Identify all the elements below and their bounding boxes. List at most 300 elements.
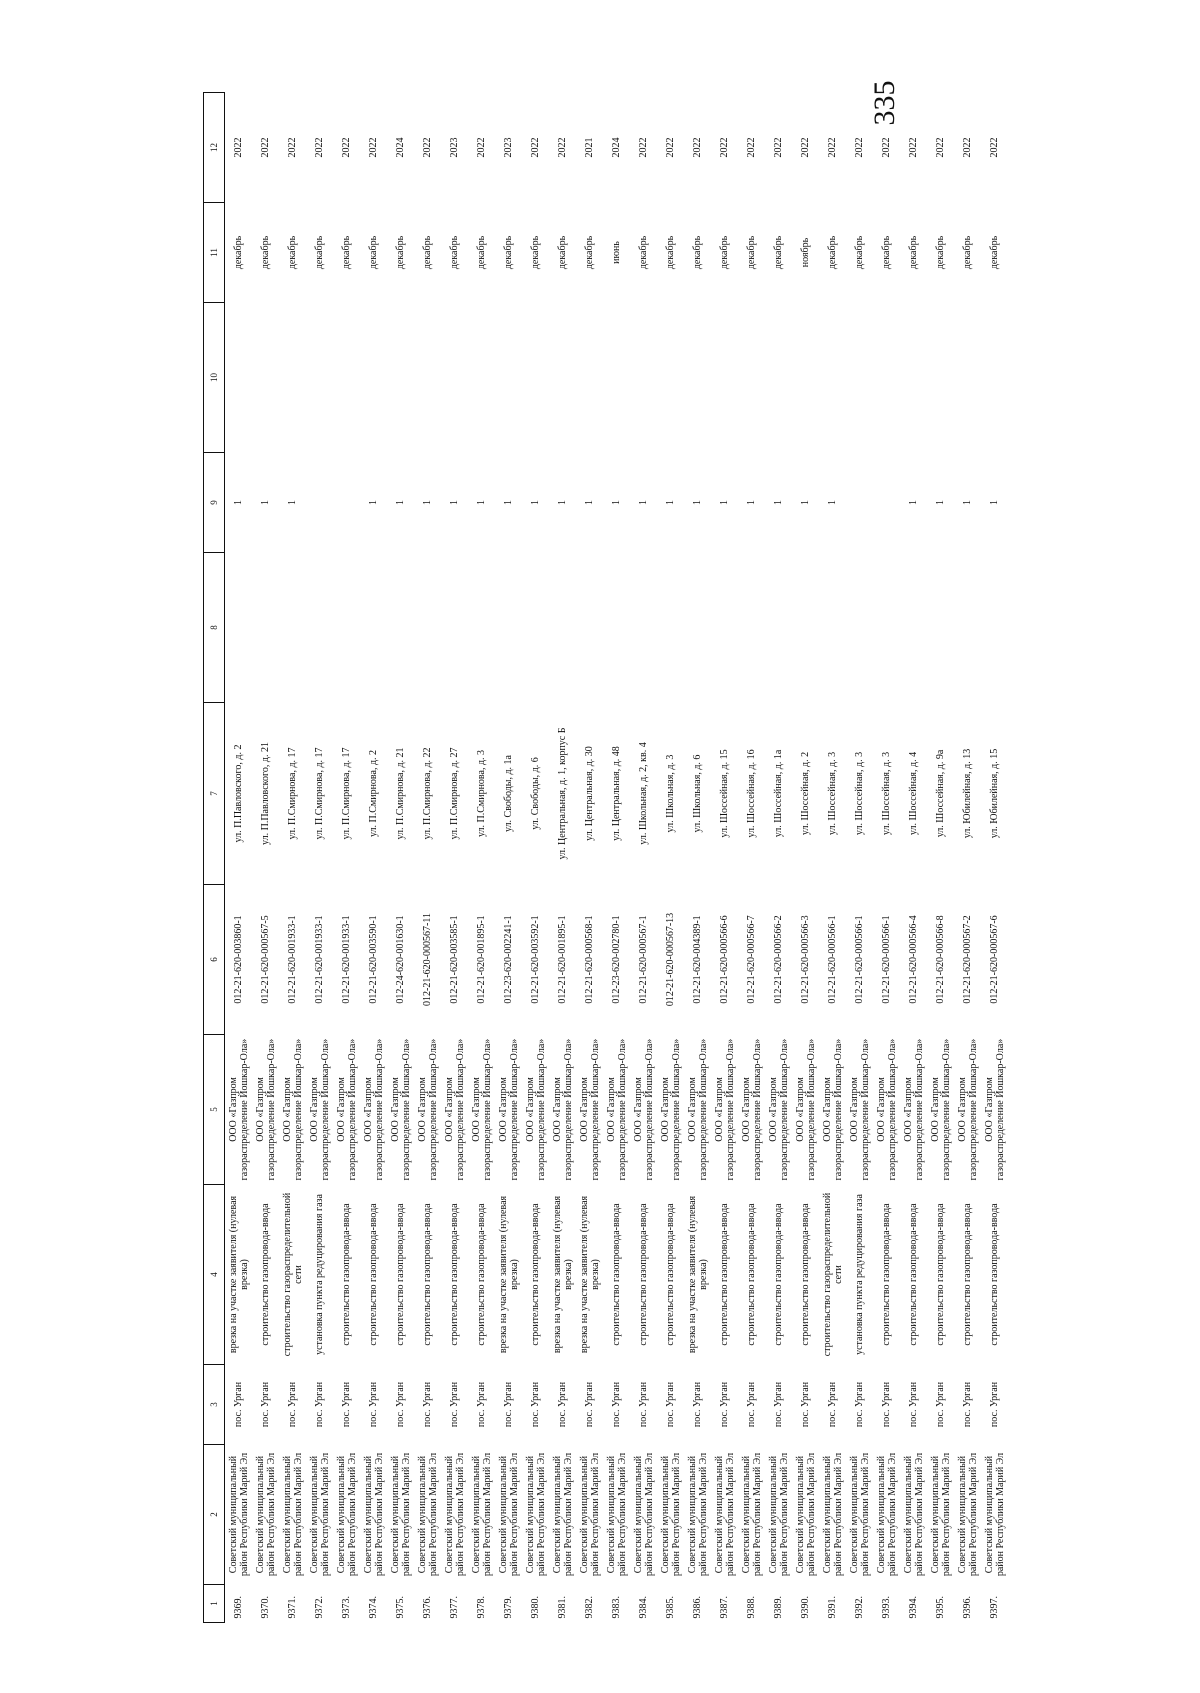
address-cell: ул. Шоссейная, д. 4 <box>908 751 919 836</box>
district-cell: Советский муниципальный район Республики Марий Эл <box>470 1452 493 1577</box>
district-cell: Советский муниципальный район Республики Марий Эл <box>713 1452 736 1577</box>
address-cell: ул. П.Смирнова, д. 2 <box>368 749 379 838</box>
year-cell: 2022 <box>719 137 730 158</box>
year-cell: 2022 <box>557 137 568 158</box>
district-cell: Советский муниципальный район Республики Марий Эл <box>632 1452 655 1577</box>
column-10-cell <box>900 303 927 453</box>
contract-code-cell: 012-21-620-004389-1 <box>692 915 703 1004</box>
quantity-cell: 1 <box>611 500 622 505</box>
column-8-cell <box>711 553 738 703</box>
contract-code-cell: 012-21-620-003860-1 <box>233 915 244 1004</box>
row-number: 9390. <box>800 1596 811 1619</box>
district-cell: Советский муниципальный район Республики Марий Эл <box>443 1452 466 1577</box>
row-number: 9397. <box>989 1596 1000 1619</box>
table-row <box>684 93 711 1623</box>
year-cell: 2023 <box>503 137 514 158</box>
column-10-cell <box>549 303 576 453</box>
column-10-cell <box>360 303 387 453</box>
column-10-cell <box>954 303 981 453</box>
settlement-cell: пос. Урган <box>611 1381 622 1428</box>
month-cell: декабрь <box>395 235 406 270</box>
settlement-cell: пос. Урган <box>503 1381 514 1428</box>
address-cell: ул. Юбилейная, д. 15 <box>989 748 1000 839</box>
district-cell: Советский муниципальный район Республики Марий Эл <box>983 1452 1006 1577</box>
address-cell: ул. П.Смирнова, д. 21 <box>395 747 406 840</box>
column-number-3: 3 <box>204 1365 225 1445</box>
organization-cell: ООО «Газпром газораспределение Йошкар-Ола» <box>983 1038 1006 1181</box>
year-cell: 2022 <box>422 137 433 158</box>
work-type-cell: строительство газораспределительной сети <box>281 1192 304 1357</box>
table-row <box>954 93 981 1623</box>
settlement-cell: пос. Урган <box>989 1381 1000 1428</box>
table-row <box>765 93 792 1623</box>
organization-cell: ООО «Газпром газораспределение Йошкар-Ола» <box>470 1038 493 1181</box>
settlement-cell: пос. Урган <box>800 1381 811 1428</box>
address-cell: ул. П.Смирнова, д. 17 <box>287 747 298 840</box>
quantity-cell: 1 <box>503 500 514 505</box>
address-cell: ул. Шоссейная, д. 15 <box>719 749 730 838</box>
work-type-cell: строительство газопровода-ввода <box>773 1203 784 1346</box>
month-cell: декабрь <box>503 235 514 270</box>
table-row <box>657 93 684 1623</box>
table-row <box>873 93 900 1623</box>
table-row <box>441 93 468 1623</box>
year-cell: 2022 <box>989 137 1000 158</box>
column-10-cell <box>387 303 414 453</box>
quantity-cell: 1 <box>476 500 487 505</box>
year-cell: 2022 <box>530 137 541 158</box>
address-cell: ул. Свободы, д. 6 <box>530 757 541 830</box>
work-type-cell: строительство газопровода-ввода <box>422 1203 433 1346</box>
district-cell: Советский муниципальный район Республики Марий Эл <box>254 1452 277 1577</box>
year-cell: 2022 <box>854 137 865 158</box>
contract-code-cell: 012-21-620-000566-1 <box>881 915 892 1004</box>
month-cell: декабрь <box>314 235 325 270</box>
year-cell: 2022 <box>476 137 487 158</box>
contract-code-cell: 012-23-620-002780-1 <box>611 915 622 1004</box>
row-number: 9380. <box>530 1596 541 1619</box>
column-10-cell <box>225 303 253 453</box>
organization-cell: ООО «Газпром газораспределение Йошкар-Ола» <box>578 1038 601 1181</box>
settlement-cell: пос. Урган <box>233 1381 244 1428</box>
row-number: 9388. <box>746 1596 757 1619</box>
district-cell: Советский муниципальный район Республики Марий Эл <box>686 1452 709 1577</box>
row-number: 9369. <box>233 1596 244 1619</box>
district-cell: Советский муниципальный район Республики Марий Эл <box>362 1452 385 1577</box>
district-cell: Советский муниципальный район Республики Марий Эл <box>551 1452 574 1577</box>
work-type-cell: строительство газопровода-ввода <box>719 1203 730 1346</box>
column-8-cell <box>684 553 711 703</box>
organization-cell: ООО «Газпром газораспределение Йошкар-Ола» <box>794 1038 817 1181</box>
address-cell: ул. Центральная, д. 30 <box>584 746 595 841</box>
column-8-cell <box>441 553 468 703</box>
address-cell: ул. П.Смирнова, д. 22 <box>422 747 433 840</box>
quantity-cell: 1 <box>422 500 433 505</box>
column-number-9: 9 <box>204 453 225 553</box>
month-cell: декабрь <box>287 235 298 270</box>
organization-cell: ООО «Газпром газораспределение Йошкар-Ола» <box>443 1038 466 1181</box>
work-type-cell: врезка на участке заявителя (нулевая врезка) <box>497 1195 520 1354</box>
table-row <box>819 93 846 1623</box>
quantity-cell <box>846 453 873 553</box>
row-number: 9387. <box>719 1596 730 1619</box>
row-number: 9385. <box>665 1596 676 1619</box>
quantity-cell: 1 <box>746 500 757 505</box>
row-number: 9373. <box>341 1596 352 1619</box>
row-number: 9389. <box>773 1596 784 1619</box>
month-cell: декабрь <box>773 235 784 270</box>
table-body <box>204 93 1009 1623</box>
column-8-cell <box>360 553 387 703</box>
row-number: 9392. <box>854 1596 865 1619</box>
column-8-cell <box>495 553 522 703</box>
row-number: 9372. <box>314 1596 325 1619</box>
quantity-cell: 1 <box>368 500 379 505</box>
organization-cell: ООО «Газпром газораспределение Йошкар-Ола» <box>605 1038 628 1181</box>
address-cell: ул. Шоссейная, д. 9а <box>935 749 946 838</box>
column-10-cell <box>927 303 954 453</box>
column-10-cell <box>522 303 549 453</box>
address-cell: ул. Юбилейная, д. 13 <box>962 748 973 839</box>
row-number: 9394. <box>908 1596 919 1619</box>
organization-cell: ООО «Газпром газораспределение Йошкар-Ола» <box>848 1038 871 1181</box>
contract-code-cell: 012-21-620-000567-2 <box>962 915 973 1004</box>
work-type-cell: строительство газопровода-ввода <box>989 1203 1000 1346</box>
work-type-cell: строительство газопровода-ввода <box>341 1203 352 1346</box>
work-type-cell: строительство газопровода-ввода <box>611 1203 622 1346</box>
quantity-cell <box>873 453 900 553</box>
district-cell: Советский муниципальный район Республики Марий Эл <box>821 1452 844 1577</box>
year-cell: 2022 <box>287 137 298 158</box>
year-cell: 2022 <box>665 137 676 158</box>
table-row <box>306 93 333 1623</box>
contract-code-cell: 012-21-620-003585-1 <box>449 915 460 1004</box>
column-10-cell <box>819 303 846 453</box>
table-row <box>981 93 1008 1623</box>
column-10-cell <box>630 303 657 453</box>
address-cell: ул. П.Смирнова, д. 17 <box>314 747 325 840</box>
year-cell: 2022 <box>233 137 244 158</box>
address-cell: ул. Шоссейная, д. 3 <box>827 751 838 836</box>
work-type-cell: строительство газораспределительной сети <box>821 1192 844 1357</box>
month-cell: декабрь <box>476 235 487 270</box>
row-number: 9378. <box>476 1596 487 1619</box>
row-number: 9382. <box>584 1596 595 1619</box>
quantity-cell: 1 <box>233 500 244 505</box>
settlement-cell: пос. Урган <box>476 1381 487 1428</box>
contract-code-cell: 012-21-620-001933-1 <box>341 915 352 1004</box>
work-type-cell: врезка на участке заявителя (нулевая врезка) <box>686 1195 709 1354</box>
column-8-cell <box>981 553 1008 703</box>
column-10-cell <box>468 303 495 453</box>
row-number: 9371. <box>287 1596 298 1619</box>
month-cell: декабрь <box>341 235 352 270</box>
district-cell: Советский муниципальный район Республики Марий Эл <box>767 1452 790 1577</box>
month-cell: декабрь <box>422 235 433 270</box>
work-type-cell: установка пункта редуцирования газа <box>314 1194 325 1355</box>
table-row <box>927 93 954 1623</box>
year-cell: 2022 <box>962 137 973 158</box>
month-cell: декабрь <box>881 235 892 270</box>
district-cell: Советский муниципальный район Республики Марий Эл <box>308 1452 331 1577</box>
work-type-cell: строительство газопровода-ввода <box>449 1203 460 1346</box>
organization-cell: ООО «Газпром газораспределение Йошкар-Ола» <box>227 1038 250 1181</box>
column-8-cell <box>873 553 900 703</box>
work-type-cell: строительство газопровода-ввода <box>881 1203 892 1346</box>
column-10-cell <box>657 303 684 453</box>
column-number-10: 10 <box>204 303 225 453</box>
settlement-cell: пос. Урган <box>341 1381 352 1428</box>
quantity-cell <box>306 453 333 553</box>
column-8-cell <box>657 553 684 703</box>
year-cell: 2022 <box>827 137 838 158</box>
column-number-5: 5 <box>204 1035 225 1185</box>
row-number: 9376. <box>422 1596 433 1619</box>
settlement-cell: пос. Урган <box>935 1381 946 1428</box>
year-cell: 2024 <box>611 137 622 158</box>
contract-code-cell: 012-23-620-002241-1 <box>503 915 514 1004</box>
contract-code-cell: 012-21-620-001895-1 <box>476 915 487 1004</box>
column-10-cell <box>738 303 765 453</box>
organization-cell: ООО «Газпром газораспределение Йошкар-Ола» <box>902 1038 925 1181</box>
table-row <box>846 93 873 1623</box>
column-8-cell <box>252 553 279 703</box>
contract-code-cell: 012-21-620-000567-6 <box>989 915 1000 1004</box>
contract-code-cell: 012-21-620-001933-1 <box>287 915 298 1004</box>
quantity-cell: 1 <box>962 500 973 505</box>
row-number: 9393. <box>881 1596 892 1619</box>
column-number-8: 8 <box>204 553 225 703</box>
work-type-cell: строительство газопровода-ввода <box>962 1203 973 1346</box>
month-cell: июнь <box>611 241 622 264</box>
work-type-cell: строительство газопровода-ввода <box>476 1203 487 1346</box>
month-cell: декабрь <box>908 235 919 270</box>
contract-code-cell: 012-21-620-000567-13 <box>665 912 676 1007</box>
column-8-cell <box>900 553 927 703</box>
settlement-cell: пос. Урган <box>746 1381 757 1428</box>
address-cell: ул. Шоссейная, д. 1а <box>773 749 784 838</box>
quantity-cell: 1 <box>665 500 676 505</box>
district-cell: Советский муниципальный район Республики Марий Эл <box>416 1452 439 1577</box>
month-cell: декабрь <box>719 235 730 270</box>
column-8-cell <box>576 553 603 703</box>
work-type-cell: строительство газопровода-ввода <box>260 1203 271 1346</box>
contract-code-cell: 012-21-620-000566-8 <box>935 915 946 1004</box>
table-row <box>630 93 657 1623</box>
settlement-cell: пос. Урган <box>638 1381 649 1428</box>
column-8-cell <box>792 553 819 703</box>
quantity-cell <box>333 453 360 553</box>
settlement-cell: пос. Урган <box>449 1381 460 1428</box>
table-row <box>414 93 441 1623</box>
organization-cell: ООО «Газпром газораспределение Йошкар-Ола» <box>821 1038 844 1181</box>
column-10-cell <box>306 303 333 453</box>
row-number: 9395. <box>935 1596 946 1619</box>
column-8-cell <box>603 553 630 703</box>
column-10-cell <box>765 303 792 453</box>
district-cell: Советский муниципальный район Республики Марий Эл <box>497 1452 520 1577</box>
work-type-cell: врезка на участке заявителя (нулевая врезка) <box>227 1195 250 1354</box>
settlement-cell: пос. Урган <box>962 1381 973 1428</box>
month-cell: декабрь <box>638 235 649 270</box>
contract-code-cell: 012-21-620-000567-11 <box>422 913 433 1006</box>
address-cell: ул. Школьная, д. 6 <box>692 754 703 833</box>
month-cell: ноябрь <box>800 237 811 268</box>
column-8-cell <box>954 553 981 703</box>
address-cell: ул. Центральная, д. 48 <box>611 746 622 841</box>
settlement-cell: пос. Урган <box>827 1381 838 1428</box>
district-cell: Советский муниципальный район Республики Марий Эл <box>524 1452 547 1577</box>
column-8-cell <box>522 553 549 703</box>
settlement-cell: пос. Урган <box>692 1381 703 1428</box>
column-10-cell <box>792 303 819 453</box>
month-cell: декабрь <box>827 235 838 270</box>
district-cell: Советский муниципальный район Республики Марий Эл <box>335 1452 358 1577</box>
settlement-cell: пос. Урган <box>395 1381 406 1428</box>
work-type-cell: строительство газопровода-ввода <box>908 1203 919 1346</box>
table-row <box>495 93 522 1623</box>
year-cell: 2022 <box>341 137 352 158</box>
table-row <box>603 93 630 1623</box>
month-cell: декабрь <box>665 235 676 270</box>
column-8-cell <box>819 553 846 703</box>
year-cell: 2022 <box>692 137 703 158</box>
work-type-cell: строительство газопровода-ввода <box>530 1203 541 1346</box>
column-number-4: 4 <box>204 1185 225 1365</box>
work-type-cell: строительство газопровода-ввода <box>368 1203 379 1346</box>
quantity-cell: 1 <box>908 500 919 505</box>
address-cell: ул. Шоссейная, д. 3 <box>854 751 865 836</box>
column-8-cell <box>765 553 792 703</box>
month-cell: декабрь <box>368 235 379 270</box>
table-row <box>468 93 495 1623</box>
work-type-cell: строительство газопровода-ввода <box>665 1203 676 1346</box>
district-cell: Советский муниципальный район Республики Марий Эл <box>578 1452 601 1577</box>
year-cell: 2022 <box>881 137 892 158</box>
work-type-cell: строительство газопровода-ввода <box>638 1203 649 1346</box>
table-row <box>549 93 576 1623</box>
year-cell: 2022 <box>260 137 271 158</box>
month-cell: декабрь <box>530 235 541 270</box>
row-number: 9384. <box>638 1596 649 1619</box>
work-type-cell: врезка на участке заявителя (нулевая врезка) <box>578 1195 601 1354</box>
contract-code-cell: 012-21-620-003592-1 <box>530 915 541 1004</box>
contract-code-cell: 012-21-620-003590-1 <box>368 915 379 1004</box>
organization-cell: ООО «Газпром газораспределение Йошкар-Ола» <box>956 1038 979 1181</box>
table-row <box>333 93 360 1623</box>
contract-code-cell: 012-21-620-000568-1 <box>584 915 595 1004</box>
column-number-2: 2 <box>204 1445 225 1585</box>
year-cell: 2022 <box>800 137 811 158</box>
district-cell: Советский муниципальный район Республики Марий Эл <box>227 1452 250 1577</box>
organization-cell: ООО «Газпром газораспределение Йошкар-Ола» <box>281 1038 304 1181</box>
work-type-cell: врезка на участке заявителя (нулевая врезка) <box>551 1195 574 1354</box>
contract-code-cell: 012-21-620-000566-3 <box>800 915 811 1004</box>
district-cell: Советский муниципальный район Республики Марий Эл <box>875 1452 898 1577</box>
row-number: 9377. <box>449 1596 460 1619</box>
column-number-7: 7 <box>204 703 225 885</box>
settlement-cell: пос. Урган <box>881 1381 892 1428</box>
month-cell: декабрь <box>989 235 1000 270</box>
organization-cell: ООО «Газпром газораспределение Йошкар-Ола» <box>524 1038 547 1181</box>
settlement-cell: пос. Урган <box>584 1381 595 1428</box>
work-type-cell: установка пункта редуцирования газа <box>854 1194 865 1355</box>
organization-cell: ООО «Газпром газораспределение Йошкар-Ола» <box>713 1038 736 1181</box>
column-8-cell <box>927 553 954 703</box>
organization-cell: ООО «Газпром газораспределение Йошкар-Ола» <box>740 1038 763 1181</box>
quantity-cell: 1 <box>287 500 298 505</box>
address-cell: ул. П.Смирнова, д. 27 <box>449 747 460 840</box>
column-number-6: 6 <box>204 885 225 1035</box>
column-10-cell <box>684 303 711 453</box>
settlement-cell: пос. Урган <box>314 1381 325 1428</box>
organization-cell: ООО «Газпром газораспределение Йошкар-Ола» <box>686 1038 709 1181</box>
column-number-12: 12 <box>204 93 225 203</box>
quantity-cell: 1 <box>935 500 946 505</box>
address-cell: ул. Школьная, д. 2, кв. 4 <box>638 742 649 845</box>
column-8-cell <box>414 553 441 703</box>
quantity-cell: 1 <box>692 500 703 505</box>
address-cell: ул. Шоссейная, д. 2 <box>800 751 811 836</box>
contract-code-cell: 012-21-620-000567-5 <box>260 915 271 1004</box>
district-cell: Советский муниципальный район Республики Марий Эл <box>956 1452 979 1577</box>
district-cell: Советский муниципальный район Республики Марий Эл <box>848 1452 871 1577</box>
district-cell: Советский муниципальный район Республики Марий Эл <box>605 1452 628 1577</box>
address-cell: ул. Школьная, д. 3 <box>665 754 676 833</box>
month-cell: декабрь <box>935 235 946 270</box>
year-cell: 2022 <box>314 137 325 158</box>
settlement-cell: пос. Урган <box>665 1381 676 1428</box>
quantity-cell: 1 <box>260 500 271 505</box>
contract-code-cell: 012-21-620-001933-1 <box>314 915 325 1004</box>
contract-code-cell: 012-21-620-000567-1 <box>638 915 649 1004</box>
settlement-cell: пос. Урган <box>287 1381 298 1428</box>
gasification-table <box>203 92 1008 1623</box>
column-8-cell <box>738 553 765 703</box>
row-number: 9370. <box>260 1596 271 1619</box>
district-cell: Советский муниципальный район Республики Марий Эл <box>281 1452 304 1577</box>
contract-code-cell: 012-21-620-000566-4 <box>908 915 919 1004</box>
settlement-cell: пос. Урган <box>368 1381 379 1428</box>
column-number-row <box>204 93 225 1623</box>
organization-cell: ООО «Газпром газораспределение Йошкар-Ола» <box>551 1038 574 1181</box>
organization-cell: ООО «Газпром газораспределение Йошкар-Ола» <box>767 1038 790 1181</box>
column-10-cell <box>414 303 441 453</box>
table-row <box>279 93 306 1623</box>
row-number: 9391. <box>827 1596 838 1619</box>
quantity-cell: 1 <box>800 500 811 505</box>
month-cell: декабрь <box>962 235 973 270</box>
month-cell: декабрь <box>449 235 460 270</box>
organization-cell: ООО «Газпром газораспределение Йошкар-Ола» <box>659 1038 682 1181</box>
work-type-cell: строительство газопровода-ввода <box>935 1203 946 1346</box>
organization-cell: ООО «Газпром газораспределение Йошкар-Ола» <box>929 1038 952 1181</box>
month-cell: декабрь <box>557 235 568 270</box>
organization-cell: ООО «Газпром газораспределение Йошкар-Ола» <box>389 1038 412 1181</box>
settlement-cell: пос. Урган <box>557 1381 568 1428</box>
column-10-cell <box>603 303 630 453</box>
table-row <box>522 93 549 1623</box>
year-cell: 2024 <box>395 137 406 158</box>
settlement-cell: пос. Урган <box>773 1381 784 1428</box>
table-row <box>252 93 279 1623</box>
table-row <box>576 93 603 1623</box>
district-cell: Советский муниципальный район Республики Марий Эл <box>389 1452 412 1577</box>
address-cell: ул. Шоссейная, д. 16 <box>746 749 757 838</box>
rotated-table-wrapper <box>203 93 1006 1623</box>
table-row <box>387 93 414 1623</box>
address-cell: ул. П.Павловского, д. 21 <box>260 742 271 845</box>
